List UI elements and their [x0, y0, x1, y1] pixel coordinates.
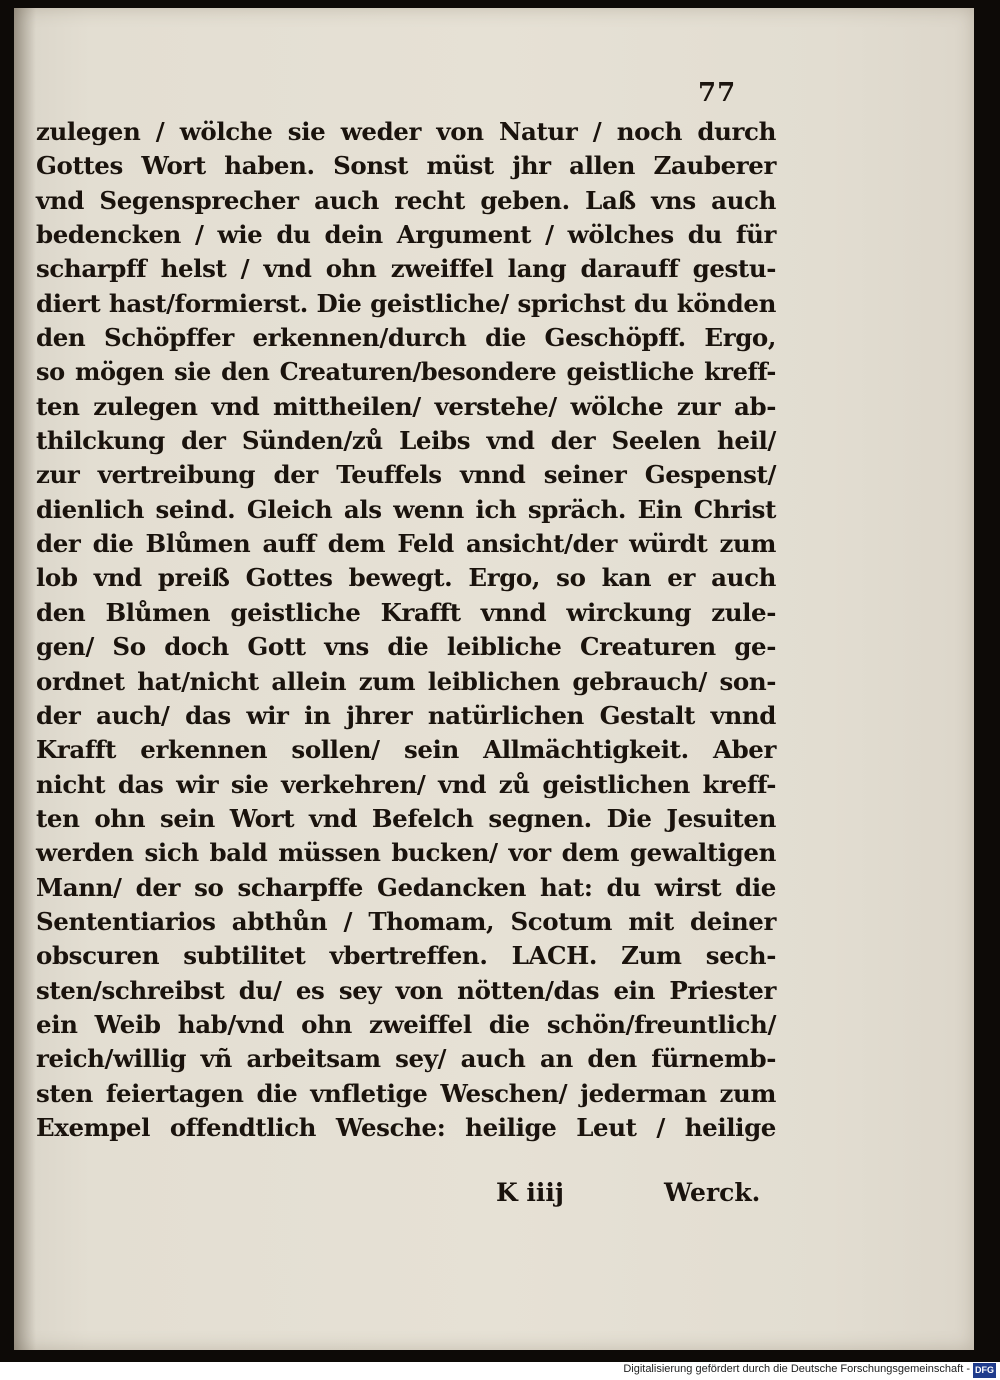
text-line: zur vertreibung der Teuffels vnnd seiner Gespenst/ [36, 460, 776, 490]
text-line: scharpff helst / vnd ohn zweiffel lang darauff gestu- [36, 254, 776, 284]
text-line: sten feiertagen die vnfletige Weschen/ jederman zum [36, 1078, 776, 1108]
gutter-shadow [14, 8, 36, 1350]
text-line: ordnet hat/nicht allein zum leiblichen gebrauch/ son- [36, 666, 776, 696]
footer-strip [0, 1362, 1000, 1380]
text-line: nicht das wir sie verkehren/ vnd zů geistlichen kreff- [36, 769, 776, 799]
text-line: ein Weib hab/vnd ohn zweiffel die schön/freuntlich/ [36, 1009, 776, 1039]
text-line: Mann/ der so scharpffe Gedancken hat: du wirst die [36, 872, 776, 902]
text-line: thilckung der Sünden/zů Leibs vnd der Seelen heil/ [36, 426, 776, 456]
text-line: dienlich seind. Gleich als wenn ich spräch. Ein Christ [36, 494, 776, 524]
text-line: Exempel offendtlich Wesche: heilige Leut / heilige [36, 1112, 776, 1142]
text-line: den Blůmen geistliche Krafft vnnd wirckung zule- [36, 597, 776, 627]
text-line: ten ohn sein Wort vnd Befelch segnen. Die Jesuiten [36, 803, 776, 833]
text-line: den Schöpffer erkennen/durch die Geschöpff. Ergo, [36, 323, 776, 353]
catchword: Werck. [664, 1178, 761, 1207]
text-line: diert hast/formierst. Die geistliche/ sprichst du könden [36, 288, 776, 318]
book-page [14, 8, 974, 1350]
text-line: der die Blůmen auff dem Feld ansicht/der würdt zum [36, 529, 776, 559]
signature-mark: K iiij [496, 1178, 564, 1207]
text-line: lob vnd preiß Gottes bewegt. Ergo, so kan er auch [36, 563, 776, 593]
text-line: sten/schreibst du/ es sey von nötten/das ein Priester [36, 975, 776, 1005]
text-line: werden sich bald müssen bucken/ vor dem gewaltigen [36, 838, 776, 868]
signature-line [484, 1178, 774, 1214]
text-line: Sententiarios abthůn / Thomam, Scotum mit deiner [36, 906, 776, 936]
text-line: Gottes Wort haben. Sonst müst jhr allen Zauberer [36, 151, 776, 181]
page-number: 77 [698, 78, 737, 108]
footer-credit: Digitalisierung gefördert durch die Deutsche Forschungsgemeinschaft - [623, 1363, 970, 1375]
text-line: zulegen / wölche sie weder von Natur / noch durch [36, 117, 776, 146]
text-line: ten zulegen vnd mittheilen/ verstehe/ wölche zur ab- [36, 391, 776, 421]
text-line: bedencken / wie du dein Argument / wölches du für [36, 220, 776, 250]
text-line: gen/ So doch Gott vns die leibliche Creaturen ge- [36, 632, 776, 662]
text-line: vnd Segensprecher auch recht geben. Laß vns auch [36, 185, 776, 215]
text-line: Krafft erkennen sollen/ sein Allmächtigkeit. Aber [36, 735, 776, 765]
text-line: der auch/ das wir in jhrer natürlichen Gestalt vnnd [36, 700, 776, 730]
text-line: obscuren subtilitet vbertreffen. LACH. Zum sech- [36, 941, 776, 971]
text-line: reich/willig vñ arbeitsam sey/ auch an den fürnemb- [36, 1044, 776, 1074]
page-text-block [36, 115, 776, 1145]
text-line: so mögen sie den Creaturen/besondere geistliche kreff- [36, 357, 776, 387]
dfg-logo-icon: DFG [973, 1363, 996, 1378]
